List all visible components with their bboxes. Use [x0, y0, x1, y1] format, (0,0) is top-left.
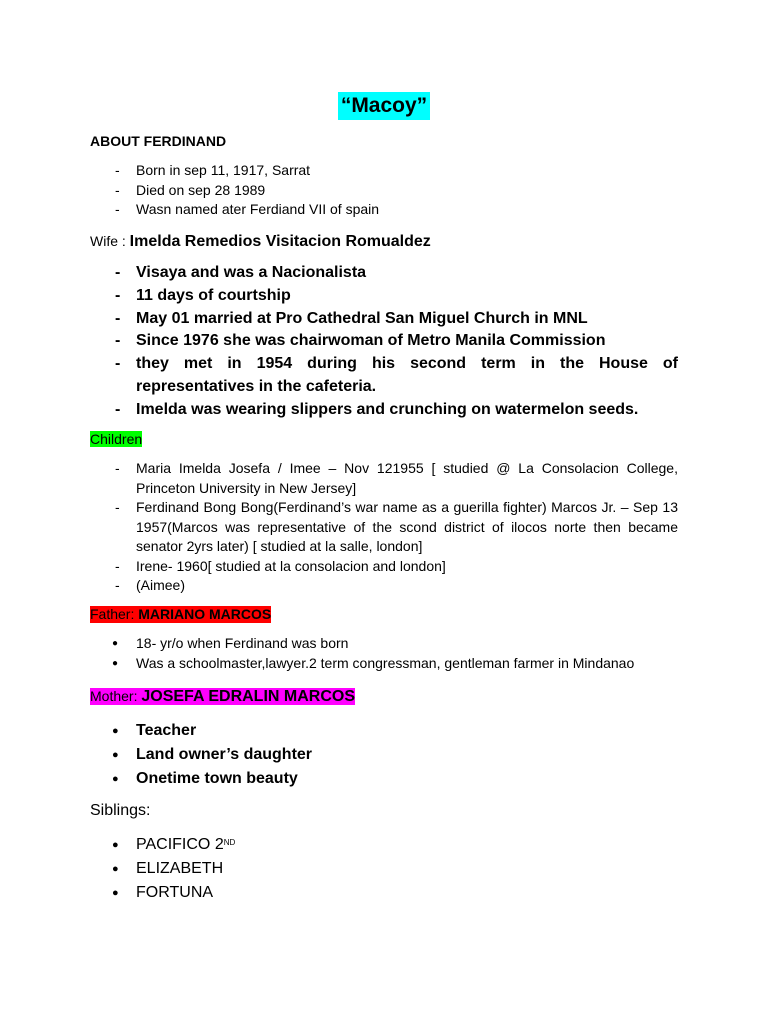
dash-marker: - [115, 201, 120, 217]
list-item: - Imelda was wearing slippers and crunching on watermelon seeds. [90, 399, 678, 422]
list-item: - Ferdinand Bong Bong(Ferdinand’s war name as a guerilla fighter) Marcos Jr. – Sep 13 1957(Marcos was representative of the scond district of ilocos norte then became senator 2yrs later) [ studied at la salle, london] [115, 499, 678, 554]
dash-marker: - [115, 181, 120, 198]
children-label: Children [90, 431, 143, 447]
list-item: ● Land owner’s daughter [90, 743, 678, 767]
ordinal-superscript: ND [223, 838, 236, 847]
siblings-label: Siblings: [90, 802, 151, 819]
list-item: ● Onetime town beauty [90, 767, 678, 791]
list-item: - (Aimee) [90, 576, 678, 596]
wife-list [90, 262, 678, 422]
list-item: ● ELIZABETH [90, 857, 678, 881]
mother-name: JOSEFA EDRALIN MARCOS [141, 688, 356, 705]
page-title: “Macoy” [338, 92, 430, 120]
father-line [90, 604, 271, 625]
bullet-marker: ● [112, 863, 119, 875]
list-item: ● Was a schoolmaster,lawyer.2 term congressman, gentleman farmer in Mindanao [90, 654, 678, 674]
bullet-marker: ● [112, 887, 119, 899]
list-item: - they met in 1954 during his second term in the House of representatives in the cafeteria. [115, 355, 678, 395]
list-item: - Died on sep 28 1989 [90, 181, 678, 201]
father-name: MARIANO MARCOS [138, 606, 272, 622]
list-item: - Irene- 1960[ studied at la consolacion and london] [90, 557, 678, 577]
dash-marker: - [115, 264, 121, 281]
mother-line [90, 686, 355, 707]
bullet-marker: ● [112, 725, 119, 737]
bullet-marker: ● [112, 773, 119, 785]
mother-list [90, 719, 678, 791]
dash-marker: - [115, 499, 120, 515]
list-item: - Since 1976 she was chairwoman of Metro Manila Commission [90, 330, 678, 353]
dash-marker: - [115, 162, 120, 178]
wife-name: Imelda Remedios Visitacion Romualdez [129, 233, 431, 250]
list-item: - May 01 married at Pro Cathedral San Miguel Church in MNL [90, 308, 678, 331]
about-heading: ABOUT FERDINAND [90, 133, 227, 149]
dash-marker: - [115, 309, 121, 327]
bullet-marker: ● [112, 749, 119, 761]
dash-marker: - [115, 460, 120, 476]
father-label: Father: [90, 606, 139, 622]
dash-marker: - [115, 557, 120, 574]
wife-line [90, 230, 431, 253]
children-list [90, 459, 678, 596]
list-item: ● Teacher [90, 719, 678, 743]
list-item: ● PACIFICO 2ND [90, 833, 678, 857]
list-item: - 11 days of courtship [90, 285, 678, 308]
dash-marker: - [115, 286, 121, 304]
dash-marker: - [115, 332, 121, 350]
list-item: ● 18- yr/o when Ferdinand was born [90, 634, 678, 654]
bullet-marker: ● [112, 839, 119, 851]
about-list [90, 161, 678, 220]
list-item: - Maria Imelda Josefa / Imee – Nov 121955 [ studied @ La Consolacion College, Princeton University in New Jersey] [115, 460, 678, 496]
wife-label: Wife : [90, 233, 130, 249]
list-item: ● FORTUNA [90, 881, 678, 905]
dash-marker: - [115, 577, 120, 593]
list-item: - Wasn named ater Ferdiand VII of spain [90, 200, 678, 220]
dash-marker: - [115, 400, 121, 418]
siblings-list [90, 833, 678, 905]
list-item: - Visaya and was a Nacionalista [90, 262, 678, 285]
bullet-marker: ● [112, 657, 119, 669]
dash-marker: - [115, 355, 121, 373]
father-list [90, 634, 678, 673]
mother-label: Mother: [90, 688, 142, 704]
list-item: - Born in sep 11, 1917, Sarrat [90, 161, 678, 181]
bullet-marker: ● [112, 638, 119, 649]
